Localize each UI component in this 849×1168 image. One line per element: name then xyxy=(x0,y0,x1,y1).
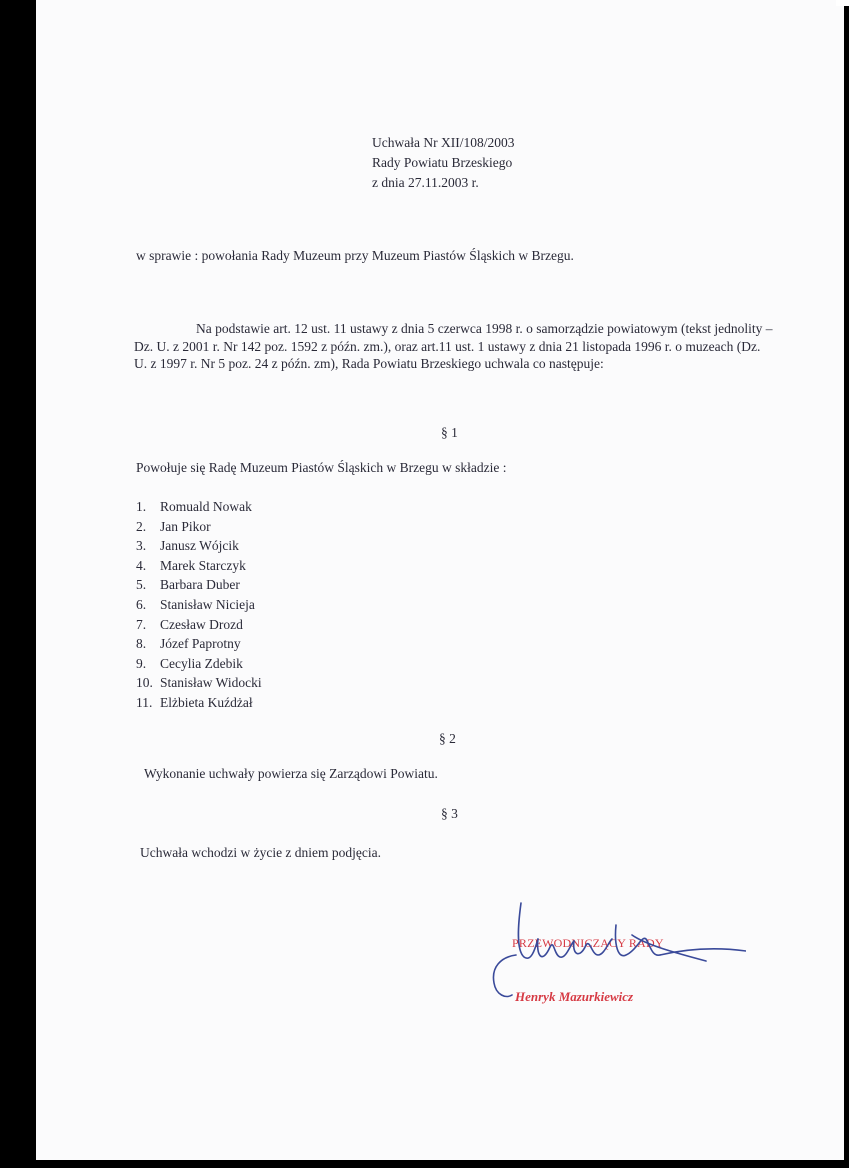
list-item: 11. Elżbieta Kuźdżał xyxy=(136,694,253,710)
legal-basis-text: Na podstawie art. 12 ust. 11 ustawy z dnia 5 czerwca 1998 r. o samorządzie powiatowym (tekst jednolity – Dz. U. z 2001 r. Nr 142 poz. 1592 z późn. zm.), oraz art.11 ust. 1 ustawy z dnia 21 listopada 1996 r. o muzeach (Dz. U. z 1997 r. Nr 5 poz. 24 z późn. zm), Rada Powiatu Brzeskiego uchwala co następuje: xyxy=(134,321,773,372)
resolution-number: Uchwała Nr XII/108/2003 xyxy=(372,135,515,150)
list-item: 2. Jan Pikor xyxy=(136,518,211,534)
list-item: 1. Romuald Nowak xyxy=(136,499,252,514)
resolution-header xyxy=(372,133,514,193)
list-item: 8. Józef Paprotny xyxy=(136,636,241,652)
resolution-subject: w sprawie : powołania Rady Muzeum przy Muzeum Piastów Śląskich w Brzegu. xyxy=(136,248,574,263)
section-1-text: Powołuje się Radę Muzeum Piastów Śląskich w Brzegu w składzie : xyxy=(136,460,507,475)
list-item: 10. Stanisław Widocki xyxy=(136,675,262,691)
list-item: 7. Czesław Drozd xyxy=(136,616,243,632)
resolution-date: z dnia 27.11.2003 r. xyxy=(372,175,479,190)
list-item: 9. Cecylia Zdebik xyxy=(136,655,243,671)
section-2-text: Wykonanie uchwały powierza się Zarządowi Powiatu. xyxy=(144,766,438,781)
list-item: 6. Stanisław Nicieja xyxy=(136,596,255,612)
list-item: 5. Barbara Duber xyxy=(136,577,240,593)
list-item: 4. Marek Starczyk xyxy=(136,557,246,573)
council-name: Rady Powiatu Brzeskiego xyxy=(372,155,513,170)
section-2-mark: § 2 xyxy=(439,731,456,746)
list-item: 3. Janusz Wójcik xyxy=(136,538,239,554)
chairman-stamp-title: PRZEWODNICZĄCY RADY xyxy=(512,936,664,950)
handwritten-signature xyxy=(446,895,746,1015)
member-list xyxy=(136,497,262,713)
document-page xyxy=(36,0,844,1160)
section-3-mark: § 3 xyxy=(441,806,458,821)
section-3-text: Uchwała wchodzi w życie z dniem podjęcia. xyxy=(140,845,382,860)
scan-edge xyxy=(836,0,849,6)
section-1-mark: § 1 xyxy=(441,425,458,440)
chairman-stamp-name: Henryk Mazurkiewicz xyxy=(515,989,634,1004)
legal-basis-paragraph xyxy=(134,320,774,373)
